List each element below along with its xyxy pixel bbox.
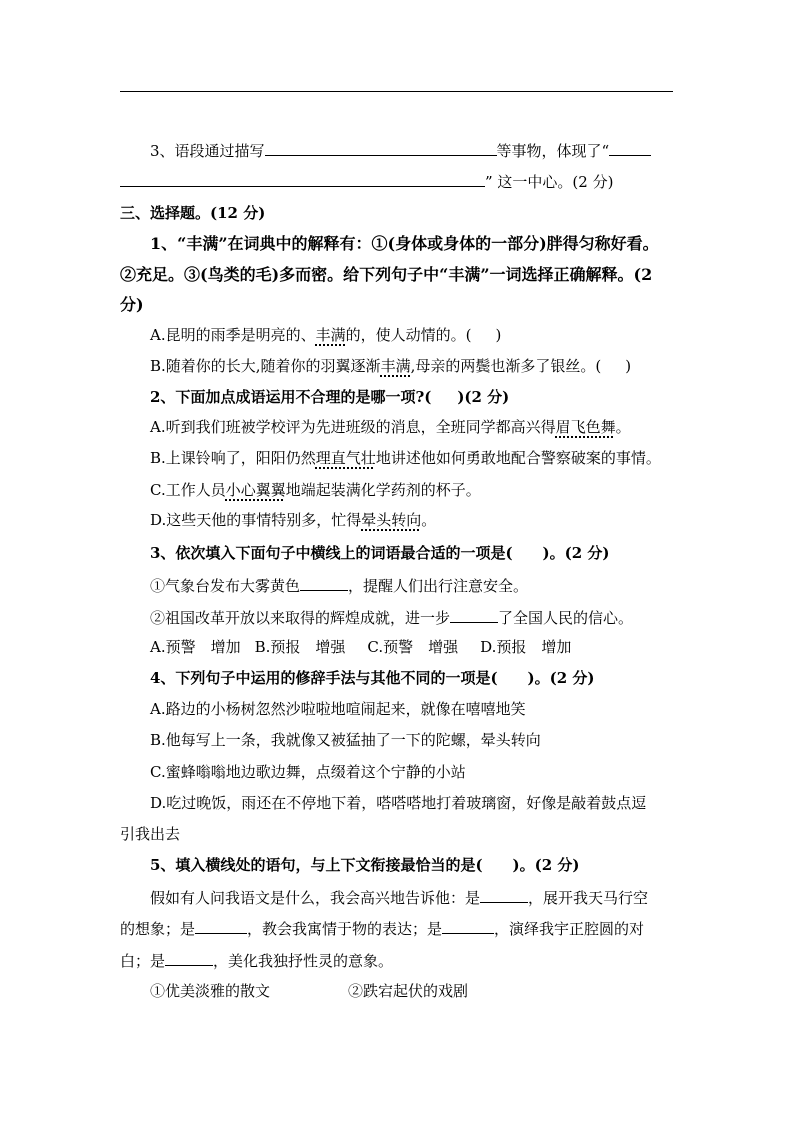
q3-option-a[interactable]: A.预警 增加	[150, 638, 241, 656]
q3-option-d[interactable]: D.预报 增加	[480, 638, 572, 656]
q3-part-line1: 3、语段通过描写 等事物，体现了“	[150, 140, 651, 161]
q1-stem-line2: ②充足。③(鸟类的毛)多而密。给下列句子中“丰满”一词选择正确解释。(2	[120, 265, 653, 284]
q5-blank-3[interactable]	[442, 918, 494, 934]
section-3-title: 三、选择题。(12 分)	[120, 204, 266, 222]
q5-blank-1[interactable]	[480, 887, 528, 903]
q5-passage-line1: 假如有人问我语文是什么，我会高兴地告诉他：是 ，展开我天马行空	[150, 889, 649, 907]
q5-option-1[interactable]: ①优美淡雅的散文	[150, 982, 271, 1000]
q3-blank-2[interactable]	[450, 607, 498, 623]
q5-stem: 5、填入横线处的语句，与上下文衔接最恰当的是( )。(2 分)	[150, 856, 580, 874]
q1-a-dotted-word: 丰满	[315, 326, 346, 344]
q1-option-b: B.随着你的长大,随着你的羽翼逐渐丰满,母亲的两鬓也渐多了银丝。( )	[150, 357, 632, 375]
q5-options	[150, 981, 468, 1001]
q5-blank-4[interactable]	[165, 950, 213, 966]
q1-b-dotted-word: 丰满	[380, 357, 411, 375]
q4-option-d-line1: D.吃过晚饭，雨还在不停地下着，嗒嗒嗒地打着玻璃窗，好像是敲着鼓点逗	[150, 794, 647, 812]
q2-option-a: A.听到我们班被学校评为先进班级的消息，全班同学都高兴得眉飞色舞。	[150, 418, 631, 436]
q3-option-c[interactable]: C.预警 增强	[367, 638, 459, 656]
q5-passage-line2: 的想象；是 ，教会我寓情于物的表达；是 ，演绎我宇正腔圆的对	[120, 920, 645, 938]
q3-part-blank-2[interactable]	[609, 140, 651, 156]
header-rule	[120, 91, 673, 92]
q1-stem-line3: 分)	[120, 295, 144, 314]
q1-option-a: A.昆明的雨季是明亮的、丰满的，使人动情的。( )	[150, 326, 502, 344]
q3-stem: 3、依次填入下面句子中横线上的词语最合适的一项是( )。(2 分)	[150, 544, 610, 562]
q3-part-blank-3[interactable]	[120, 171, 485, 187]
q4-option-d-line2: 引我出去	[120, 825, 181, 843]
q5-option-2[interactable]: ②跌宕起伏的戏剧	[348, 982, 469, 1000]
q4-option-b: B.他每写上一条，我就像又被猛抽了一下的陀螺，晕头转向	[150, 731, 541, 749]
q4-stem: 4、下列句子中运用的修辞手法与其他不同的一项是( )。(2 分)	[150, 669, 595, 687]
q2-option-b: B.上课铃响了，阳阳仍然理直气壮地讲述他如何勇敢地配合警察破案的事情。	[150, 449, 661, 467]
q5-passage-line3: 白；是 ，美化我独抒性灵的意象。	[120, 952, 394, 970]
q5-blank-2[interactable]	[195, 918, 247, 934]
q4-option-c: C.蜜蜂嗡嗡地边歌边舞，点缀着这个宁静的小站	[150, 763, 466, 781]
q3-sentence-1: ①气象台发布大雾黄色 ，提醒人们出行注意安全。	[150, 577, 529, 595]
q3-option-b[interactable]: B.预报 增强	[254, 638, 346, 656]
q1-stem-line1: 1、“丰满”在词典中的解释有：①(身体或身体的一部分)胖得匀称好看。	[150, 234, 659, 253]
q4-option-a: A.路边的小杨树忽然沙啦啦地喧闹起来，就像在嘻嘻地笑	[150, 700, 526, 718]
q2-option-d: D.这些天他的事情特别多，忙得晕头转向。	[150, 511, 437, 529]
q3-options	[150, 637, 571, 657]
q2-option-c: C.工作人员小心翼翼地端起装满化学药剂的杯子。	[150, 481, 481, 499]
q3-sentence-2: ②祖国改革开放以来取得的辉煌成就，进一步 了全国人民的信心。	[150, 609, 634, 627]
q3-part-line2: ” 这一中心。(2 分)	[120, 171, 613, 192]
q2-stem: 2、下面加点成语运用不合理的是哪一项?( )(2 分)	[150, 388, 510, 406]
q3-blank-1[interactable]	[300, 575, 348, 591]
q3-part-blank-1[interactable]	[265, 140, 497, 156]
